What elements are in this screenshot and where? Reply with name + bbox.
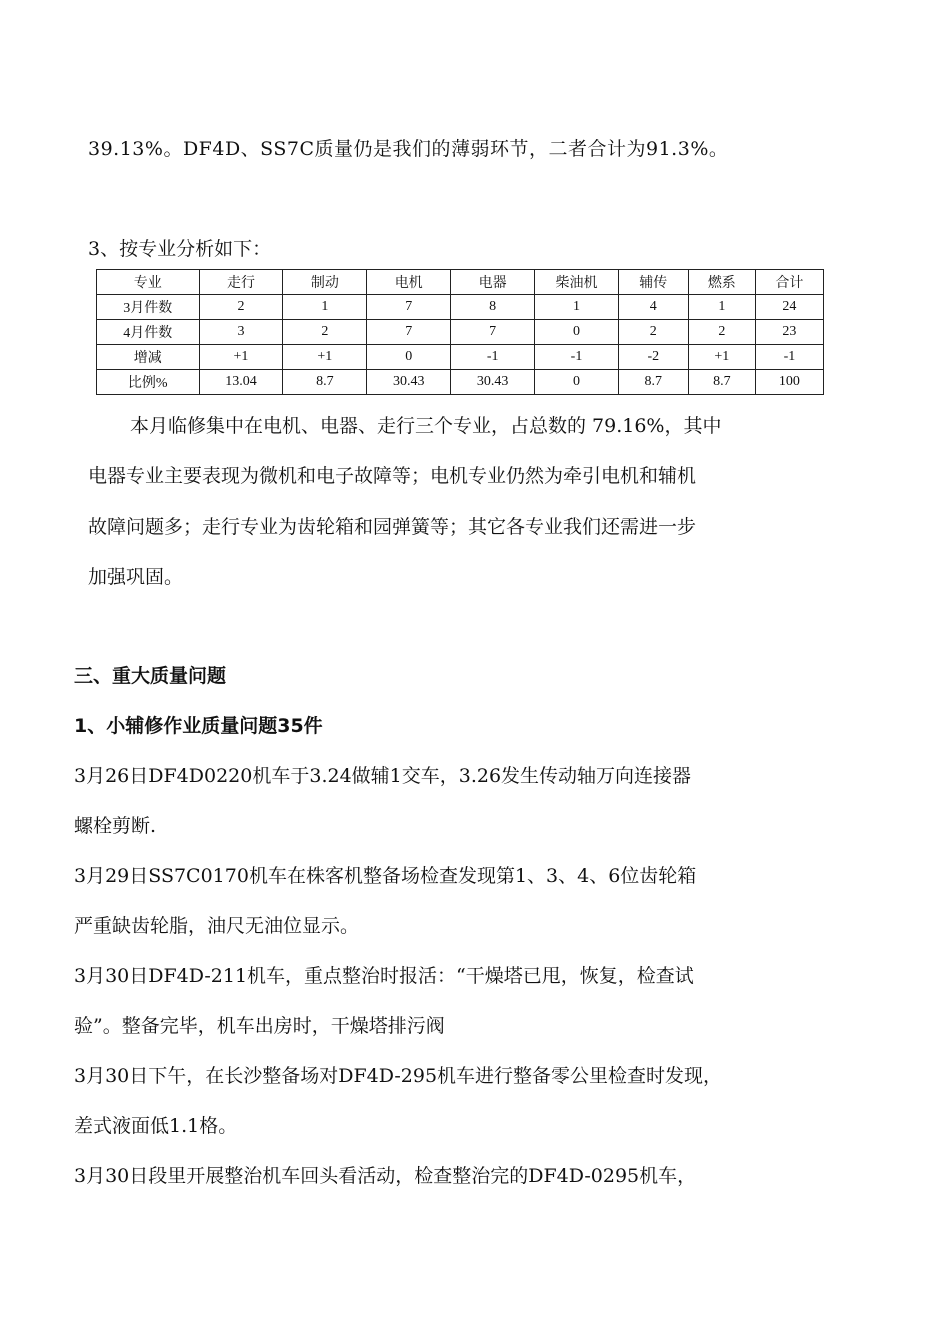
- header-cell: 电器: [451, 270, 535, 295]
- row-label: 4月件数: [97, 320, 200, 345]
- table-cell: 30.43: [451, 370, 535, 395]
- table-cell: 8.7: [688, 370, 755, 395]
- table-cell: 1: [283, 295, 367, 320]
- specialty-table: [96, 269, 824, 395]
- analysis-line-2: 电器专业主要表现为微机和电子故障等；电机专业仍然为牵引电机和辅机: [88, 465, 697, 487]
- table-cell: -2: [618, 345, 688, 370]
- table-cell: 30.43: [367, 370, 451, 395]
- section-major-heading: 三、重大质量问题: [74, 665, 227, 687]
- item-line: 3月26日DF4D0220机车于3.24做辅1交车，3.26发生传动轴万向连接器: [74, 765, 692, 787]
- table-cell: 24: [755, 295, 823, 320]
- item-line: 3月30日DF4D-211机车，重点整治时报活：“干燥塔已甩，恢复，检查试: [74, 965, 694, 987]
- table-row: [97, 345, 824, 370]
- subsection1-heading: 1、小辅修作业质量问题35件: [74, 715, 323, 737]
- row-label: 增减: [97, 345, 200, 370]
- table-cell: 2: [283, 320, 367, 345]
- header-cell: 电机: [367, 270, 451, 295]
- table-row: [97, 295, 824, 320]
- table-cell: -1: [535, 345, 619, 370]
- table-cell: -1: [755, 345, 823, 370]
- header-cell: 燃系: [688, 270, 755, 295]
- table-cell: 3: [199, 320, 283, 345]
- table-header-row: [97, 270, 824, 295]
- table-cell: 7: [367, 295, 451, 320]
- table-cell: 100: [755, 370, 823, 395]
- table-cell: 1: [688, 295, 755, 320]
- item-line: 差式液面低1.1格。: [74, 1115, 238, 1137]
- header-cell: 辅传: [618, 270, 688, 295]
- header-cell: 专业: [97, 270, 200, 295]
- table-cell: 7: [367, 320, 451, 345]
- row-label: 比例%: [97, 370, 200, 395]
- row-label: 3月件数: [97, 295, 200, 320]
- table-row: [97, 370, 824, 395]
- header-cell: 走行: [199, 270, 283, 295]
- table-cell: 8: [451, 295, 535, 320]
- table-cell: 2: [688, 320, 755, 345]
- table-cell: 23: [755, 320, 823, 345]
- table-row: [97, 320, 824, 345]
- analysis-line-1: 本月临修集中在电机、电器、走行三个专业，占总数的 79.16%，其中: [130, 415, 722, 437]
- analysis-line-4: 加强巩固。: [88, 566, 184, 588]
- table-cell: 1: [535, 295, 619, 320]
- table-cell: 13.04: [199, 370, 283, 395]
- table-cell: 8.7: [283, 370, 367, 395]
- table-cell: 7: [451, 320, 535, 345]
- table-cell: 8.7: [618, 370, 688, 395]
- item-line: 严重缺齿轮脂，油尺无油位显示。: [74, 915, 360, 937]
- table-cell: 4: [618, 295, 688, 320]
- intro-line: 39.13%。DF4D、SS7C质量仍是我们的薄弱环节，二者合计为91.3%。: [88, 138, 729, 160]
- item-line: 3月30日段里开展整治机车回头看活动，检查整治完的DF4D-0295机车，: [74, 1165, 697, 1187]
- table-cell: 0: [535, 320, 619, 345]
- header-cell: 制动: [283, 270, 367, 295]
- item-line: 验”。整备完毕，机车出房时，干燥塔排污阀: [74, 1015, 445, 1037]
- item-line: 3月30日下午，在长沙整备场对DF4D-295机车进行整备零公里检查时发现，: [74, 1065, 723, 1087]
- table-cell: +1: [688, 345, 755, 370]
- header-cell: 柴油机: [535, 270, 619, 295]
- item-line: 3月29日SS7C0170机车在株客机整备场检查发现第1、3、4、6位齿轮箱: [74, 865, 697, 887]
- section3-heading: 3、按专业分析如下：: [88, 238, 272, 260]
- table-cell: +1: [283, 345, 367, 370]
- table-cell: -1: [451, 345, 535, 370]
- table-cell: 2: [199, 295, 283, 320]
- header-cell: 合计: [755, 270, 823, 295]
- table-cell: 0: [535, 370, 619, 395]
- analysis-line-3: 故障问题多；走行专业为齿轮箱和园弹簧等；其它各专业我们还需进一步: [88, 516, 697, 538]
- item-line: 螺栓剪断.: [74, 815, 157, 837]
- table-cell: +1: [199, 345, 283, 370]
- table-cell: 0: [367, 345, 451, 370]
- table-cell: 2: [618, 320, 688, 345]
